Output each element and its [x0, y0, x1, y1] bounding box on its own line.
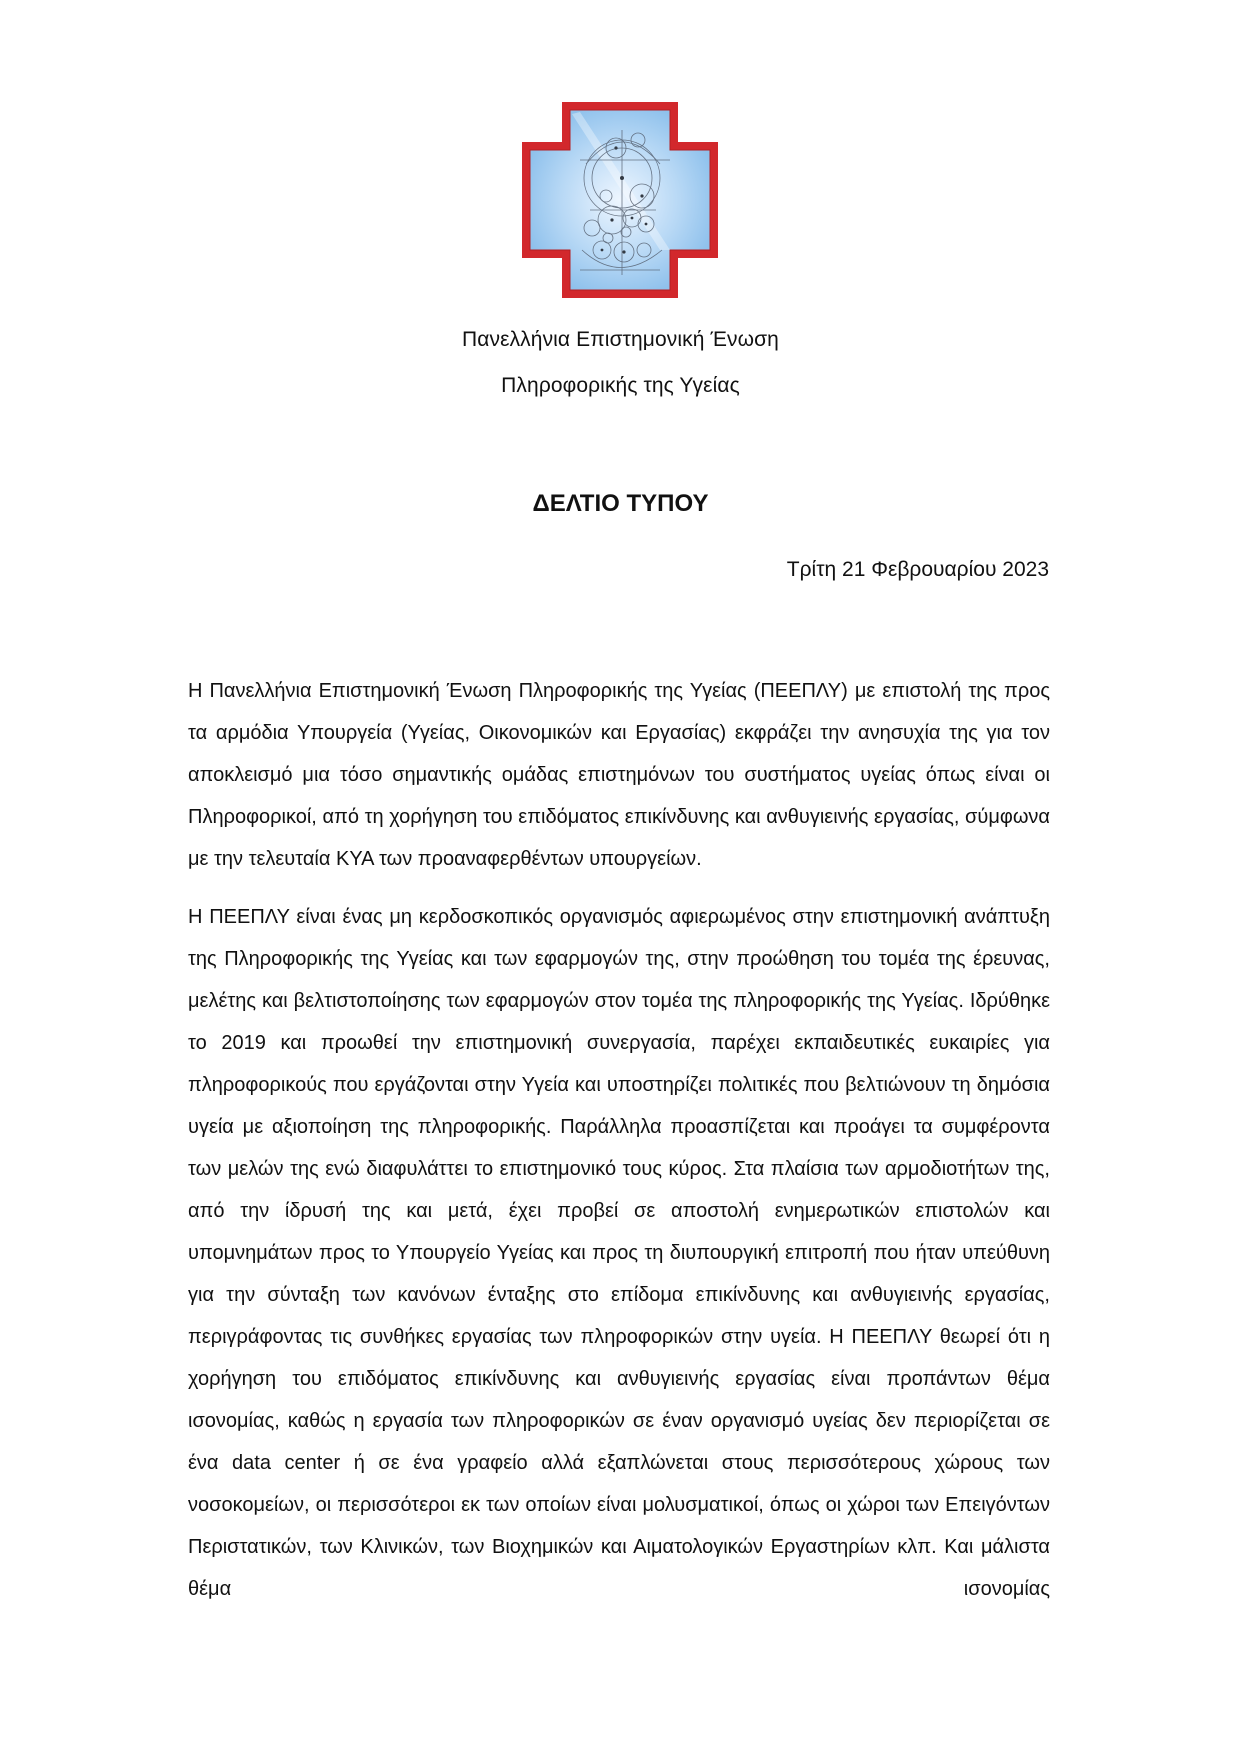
paragraph-1: Η Πανελλήνια Επιστημονική Ένωση Πληροφορικής της Υγείας (ΠΕΕΠΛΥ) με επιστολή της προς τα αρμόδια Υπουργεία (Υγείας, Οικονομικών και Εργασίας) εκφράζει την ανησυχία της για τον αποκλεισμό μια τόσο σημαντικής ομάδας επιστημόνων του συστήματος υγείας όπως είναι οι Πληροφορικοί, από τη χορήγηση του επιδόματος επικίνδυνης και ανθυγιεινής εργασίας, σύμφωνα με την τελευταία ΚΥΑ των προαναφερθέντων υπουργείων. — [188, 680, 1050, 870]
organization-name-line2: Πληροφορικής της Υγείας — [501, 374, 740, 397]
document-body — [188, 670, 1050, 1626]
paragraph-2: Η ΠΕΕΠΛΥ είναι ένας μη κερδοσκοπικός οργανισμός αφιερωμένος στην επιστημονική ανάπτυξη της Πληροφορικής της Υγείας και των εφαρμογών της, στην προώθηση του τομέα της έρευνας, μελέτης και βελτιστοποίησης των εφαρμογών στον τομέα της πληροφορικής της Υγείας. Ιδρύθηκε το 2019 και προωθεί την επιστημονική συνεργασία, παρέχει εκπαιδευτικές ευκαιρίες για πληροφορικούς που εργάζονται στην Υγεία και υποστηρίζει πολιτικές που βελτιώνουν τη δημόσια υγεία με αξιοποίηση της πληροφορικής. Παράλληλα προασπίζεται και προάγει τα συμφέροντα των μελών της ενώ διαφυλάττει το επιστημονικό τους κύρος. Στα πλαίσια των αρμοδιοτήτων της, από την ίδρυσή της και μετά, έχει προβεί σε αποστολή ενημερωτικών επιστολών και υπομνημάτων προς το Υπουργείο Υγείας και προς τη διυπουργική επιτροπή που ήταν υπεύθυνη για την σύνταξη των κανόνων ένταξης στο επίδομα επικίνδυνης και ανθυγιεινής εργασίας, περιγράφοντας τις συνθήκες εργασίας των πληροφορικών στην υγεία. Η ΠΕΕΠΛΥ θεωρεί ότι η χορήγηση του επιδόματος επικίνδυνης και ανθυγιεινής εργασίας είναι προπάντων θέμα ισονομίας, καθώς η εργασία των πληροφορικών σε έναν οργανισμό υγείας δεν περιορίζεται σε ένα data center ή σε ένα γραφείο αλλά εξαπλώνεται στους περισσότερους χώρους των νοσοκομείων, οι περισσότεροι εκ των οποίων είναι μολυσματικοί, όπως οι χώροι των Επειγόντων Περιστατικών, των Κλινικών, των Βιοχημικών και Αιματολογικών Εργαστηρίων κλπ. Και μάλιστα θέμα ισονομίας — [188, 906, 1050, 1600]
cross-logo-icon — [520, 100, 720, 300]
document-date: Τρίτη 21 Φεβρουαρίου 2023 — [786, 558, 1049, 581]
document-title: ΔΕΛΤΙΟ ΤΥΠΟΥ — [532, 490, 709, 517]
organization-name-line1: Πανελλήνια Επιστημονική Ένωση — [462, 328, 779, 351]
